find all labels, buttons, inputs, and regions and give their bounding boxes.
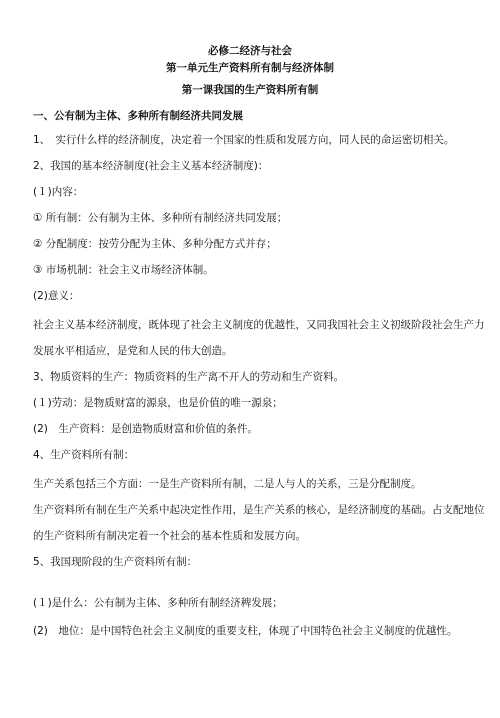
subitem-status: (2) 地位：是中国特色社会主义制度的重要支柱，体现了中国特色社会主义制度的优越性。 — [33, 625, 458, 637]
subitem-content: (１)内容： — [33, 186, 84, 198]
item4-text-1: 生产关系包括三个方面：一是生产资料所有制，二是人与人的关系，三是分配制度。 — [33, 478, 422, 490]
unit-title: 第一单元生产资料所有制与经济体制 — [166, 62, 334, 74]
doc-title: 必修二经济与社会 — [208, 45, 292, 57]
section-heading: 一、公有制为主体、多种所有制经济共同发展 — [33, 110, 243, 122]
significance-text-2: 发展水平相适应，是党和人民的伟大创造。 — [33, 345, 233, 357]
significance-text-1: 社会主义基本经济制度，既体现了社会主义制度的优越性，又同我国社会主义初级阶段社会生产力 — [33, 319, 485, 331]
item4-text-3: 的生产资料所有制决定着一个社会的基本性质和发展方向。 — [33, 530, 306, 542]
paragraph-item-5: 5、我国现阶段的生产资料所有制： — [33, 556, 198, 568]
paragraph-item-2: 2、我国的基本经济制度(社会主义基本经济制度)： — [33, 160, 269, 172]
subitem-significance: (2)意义： — [33, 290, 80, 302]
subitem-means: (2) 生产资料：是创造物质财富和价值的条件。 — [33, 423, 258, 435]
list-item-market: ③ 市场机制：社会主义市场经济体制。 — [33, 264, 214, 276]
item4-text-2: 生产资料所有制在生产关系中起决定性作用，是生产关系的核心，是经济制度的基础。占支配地位 — [33, 504, 485, 516]
subitem-what: (１)是什么：公有制为主体、多种所有制经济稗发展； — [33, 597, 283, 609]
paragraph-item-3: 3、物质资料的生产：物质资料的生产离不开人的劳动和生产资料。 — [33, 371, 345, 383]
list-item-ownership: ① 所有制：公有制为主体、多种所有制经济共同发展； — [33, 212, 288, 224]
list-item-distribution: ② 分配制度：按劳分配为主体、多种分配方式并存； — [33, 238, 277, 250]
lesson-title: 第一课我国的生产资料所有制 — [181, 84, 319, 96]
subitem-labor: (１)劳动：是物质财富的源泉，也是价值的唯一源泉； — [33, 397, 283, 409]
paragraph-item-4: 4、生产资料所有制： — [33, 449, 135, 461]
paragraph-item-1: 1、 实行什么样的经济制度，决定着一个国家的性质和发展方向，同人民的命运密切相关。 — [33, 134, 455, 146]
